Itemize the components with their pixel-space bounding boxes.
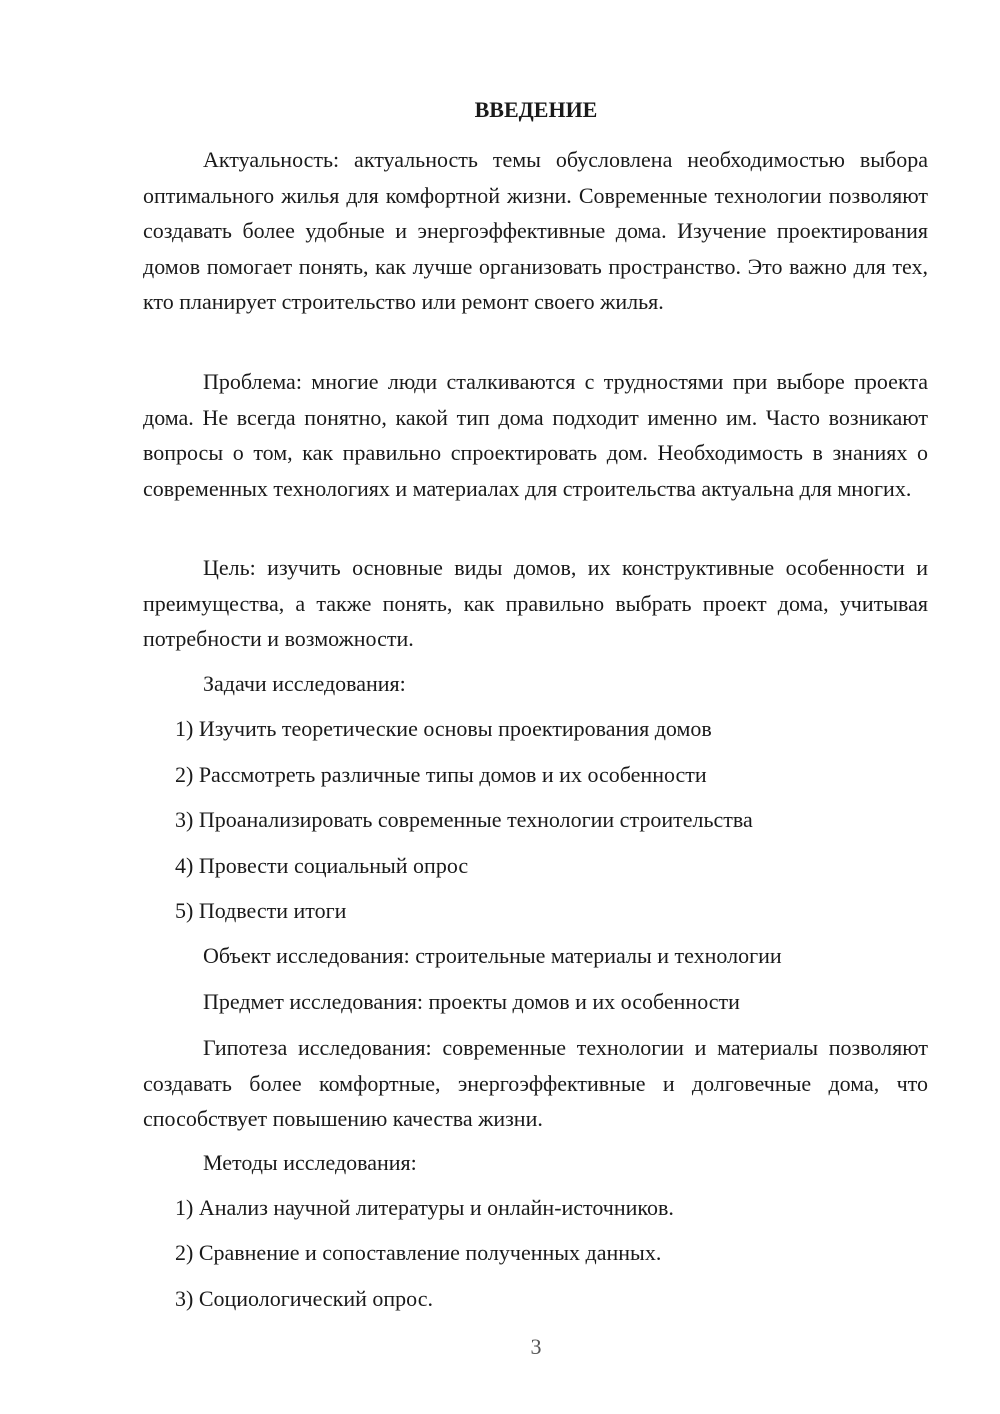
problem-paragraph: Проблема: многие люди сталкиваются с трудностями при выборе проекта дома. Не всегда понятно, какой тип дома подходит именно им. Часто возникают вопросы о том, как правильно спроектировать дом. Необходимость в знаниях о современных технологиях и материалах для строительства актуальна для многих.	[143, 369, 928, 501]
object-line: Объект исследования: строительные материалы и технологии	[203, 943, 782, 968]
task-item: 2) Рассмотреть различные типы домов и их особенности	[175, 762, 707, 787]
method-item: 3) Социологический опрос.	[175, 1286, 433, 1311]
page-title: ВВЕДЕНИЕ	[474, 97, 598, 122]
tasks-title: Задачи исследования:	[203, 671, 406, 696]
methods-title: Методы исследования:	[203, 1150, 417, 1175]
method-item: 2) Сравнение и сопоставление полученных данных.	[175, 1240, 662, 1265]
goal-paragraph: Цель: изучить основные виды домов, их конструктивные особенности и преимущества, а также понять, как правильно выбрать проект дома, учитывая потребности и возможности.	[143, 555, 928, 651]
task-item: 5) Подвести итоги	[175, 898, 347, 923]
task-item: 3) Проанализировать современные технологии строительства	[175, 807, 753, 832]
hypothesis-paragraph: Гипотеза исследования: современные технологии и материалы позволяют создавать более комфортные, энергоэффективные и долговечные дома, что способствует повышению качества жизни.	[143, 1035, 928, 1131]
task-item: 4) Провести социальный опрос	[175, 853, 469, 878]
relevance-paragraph: Актуальность: актуальность темы обусловлена необходимостью выбора оптимального жилья для комфортной жизни. Современные технологии позволяют создавать более удобные и энергоэффективные дома. Изучение проектирования домов помогает понять, как лучше организовать пространство. Это важно для тех, кто планирует строительство или ремонт своего жилья.	[143, 147, 928, 314]
subject-line: Предмет исследования: проекты домов и их особенности	[203, 989, 740, 1014]
page-number: 3	[530, 1334, 542, 1359]
task-item: 1) Изучить теоретические основы проектирования домов	[175, 716, 712, 741]
method-item: 1) Анализ научной литературы и онлайн-источников.	[175, 1195, 674, 1220]
